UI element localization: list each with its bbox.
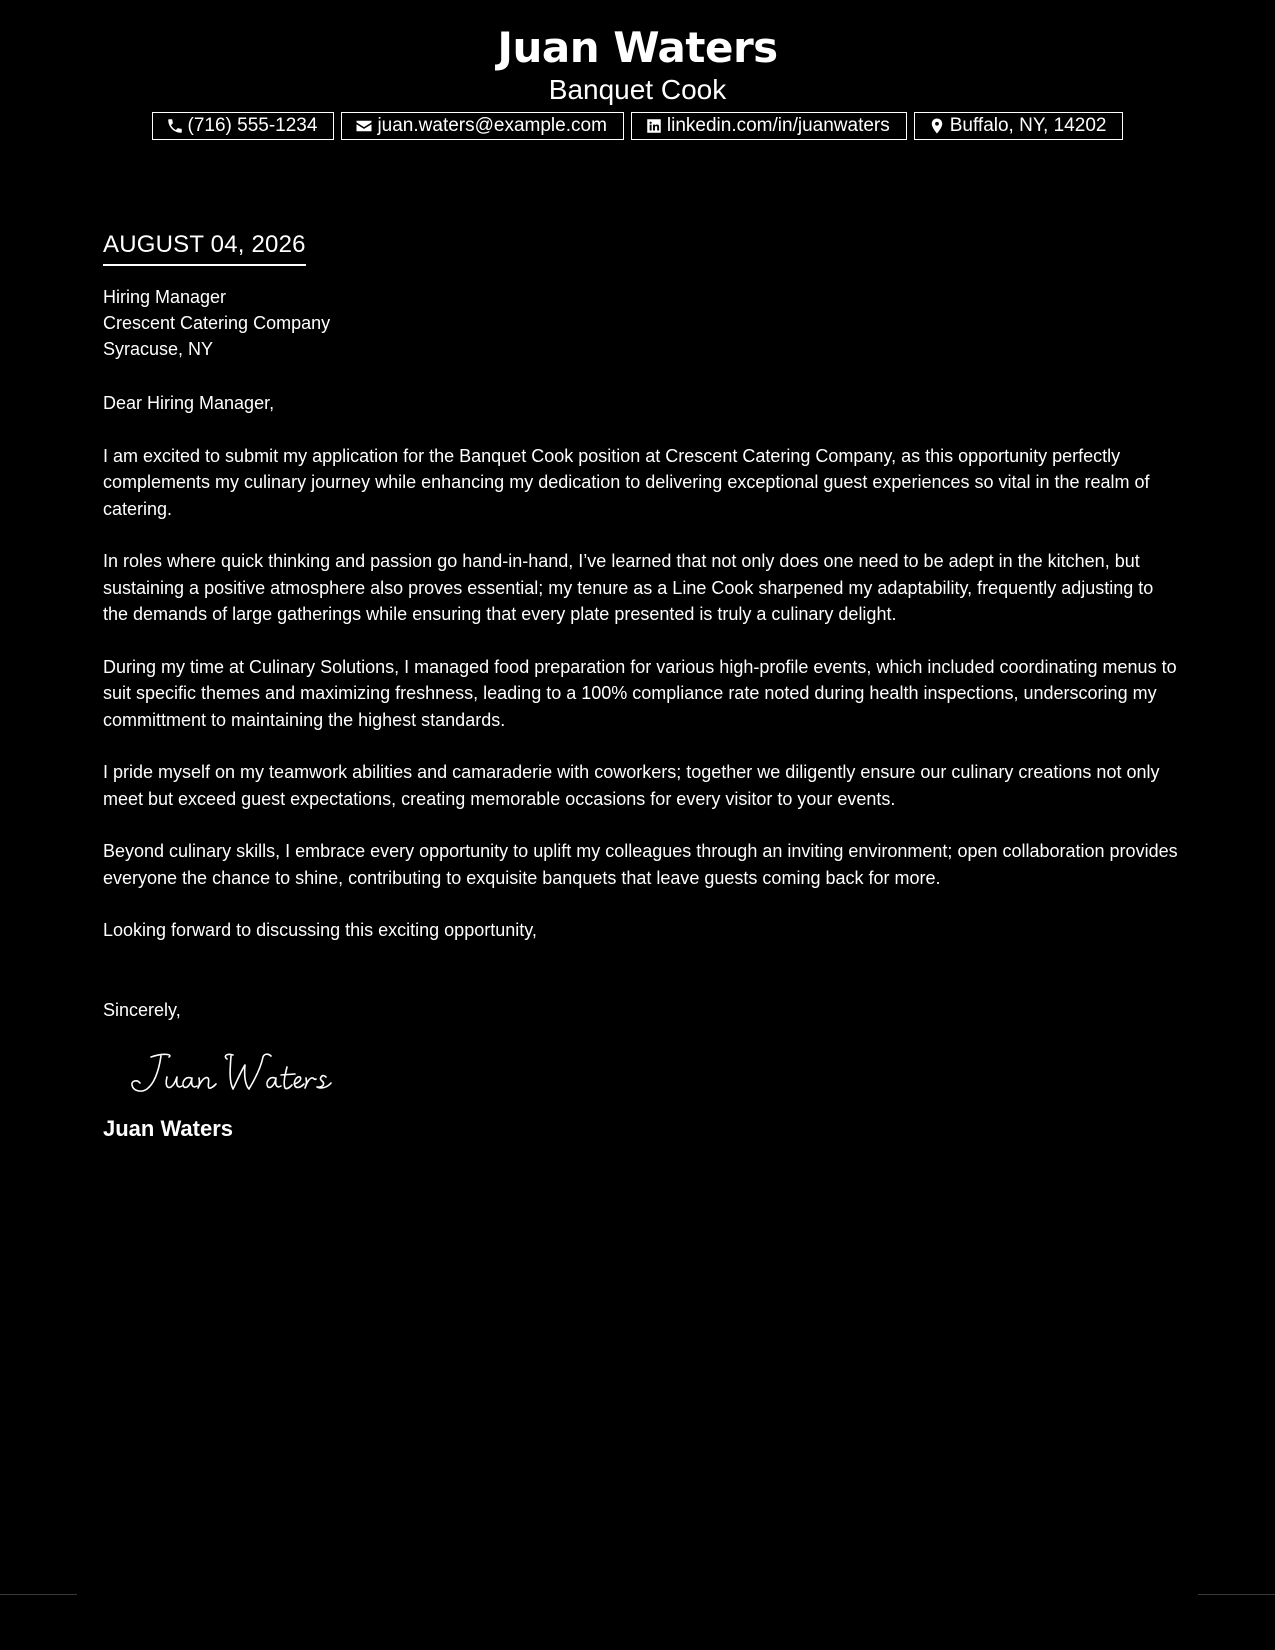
- signer-name: Juan Waters: [103, 1116, 234, 1141]
- contact-phone[interactable]: [152, 112, 335, 140]
- signature-drawing: [123, 1047, 353, 1103]
- phone-icon: [166, 117, 184, 135]
- letter-header: [0, 0, 1275, 140]
- contact-bar: [0, 112, 1275, 140]
- recipient-title: Hiring Manager: [103, 287, 227, 307]
- footer-divider: [0, 1594, 77, 1595]
- contact-email[interactable]: [341, 112, 623, 140]
- handwritten-signature: [123, 1047, 353, 1103]
- phone-text: (716) 555-1234: [187, 115, 318, 136]
- contact-linkedin[interactable]: [631, 112, 907, 140]
- closing-line: Looking forward to discussing this exciting opportunity,: [103, 920, 537, 940]
- email-text: juan.waters@example.com: [377, 115, 607, 136]
- recipient-company: Crescent Catering Company: [103, 313, 331, 333]
- body-paragraph: Beyond culinary skills, I embrace every opportunity to uplift my colleagues through an inviting environment; open collaboration provides everyone the chance to shine, contributing to exquisite banquets that leave guests coming back for more.: [103, 841, 1178, 888]
- recipient-city: Syracuse, NY: [103, 339, 214, 359]
- linkedin-icon: [645, 117, 663, 135]
- applicant-role: Banquet Cook: [548, 74, 727, 105]
- body-paragraph: During my time at Culinary Solutions, I managed food preparation for various high-profile events, which included coordinating menus to suit specific themes and maximizing freshness, leading to a 100% compliance rate noted during health inspections, underscoring my committment to maintaining the highest standards.: [103, 656, 1177, 730]
- applicant-name: Juan Waters: [497, 23, 778, 72]
- envelope-icon: [355, 117, 373, 135]
- body-paragraph: In roles where quick thinking and passion go hand-in-hand, I’ve learned that not only does one need to be adept in the kitchen, but sustaining a positive atmosphere also proves essential; my tenure as a Line Cook sharpened my adaptability, frequently adjusting to the demands of large gatherings while ensuring that every plate presented is truly a culinary delight.: [103, 551, 1154, 624]
- salutation: Dear Hiring Manager,: [103, 393, 275, 413]
- linkedin-text: linkedin.com/in/juanwaters: [666, 115, 890, 136]
- letter-date: AUGUST 04, 2026: [103, 226, 306, 266]
- body-paragraph: I am excited to submit my application for the Banquet Cook position at Crescent Catering Company, as this opportunity perfectly complements my culinary journey while enhancing my dedication to delivering exceptional guest experiences so vital in the realm of catering.: [103, 445, 1150, 519]
- body-paragraph: I pride myself on my teamwork abilities and camaraderie with coworkers; together we diligently ensure our culinary creations not only meet but exceed guest expectations, creating memorable occasions for every visitor to your events.: [103, 762, 1160, 809]
- map-marker-icon: [928, 117, 946, 135]
- letter-body: [103, 226, 1183, 1143]
- contact-location[interactable]: [914, 112, 1124, 140]
- footer-divider: [1198, 1594, 1275, 1595]
- location-text: Buffalo, NY, 14202: [949, 115, 1107, 136]
- recipient-block: [103, 284, 1183, 362]
- signoff: Sincerely,: [103, 999, 181, 1020]
